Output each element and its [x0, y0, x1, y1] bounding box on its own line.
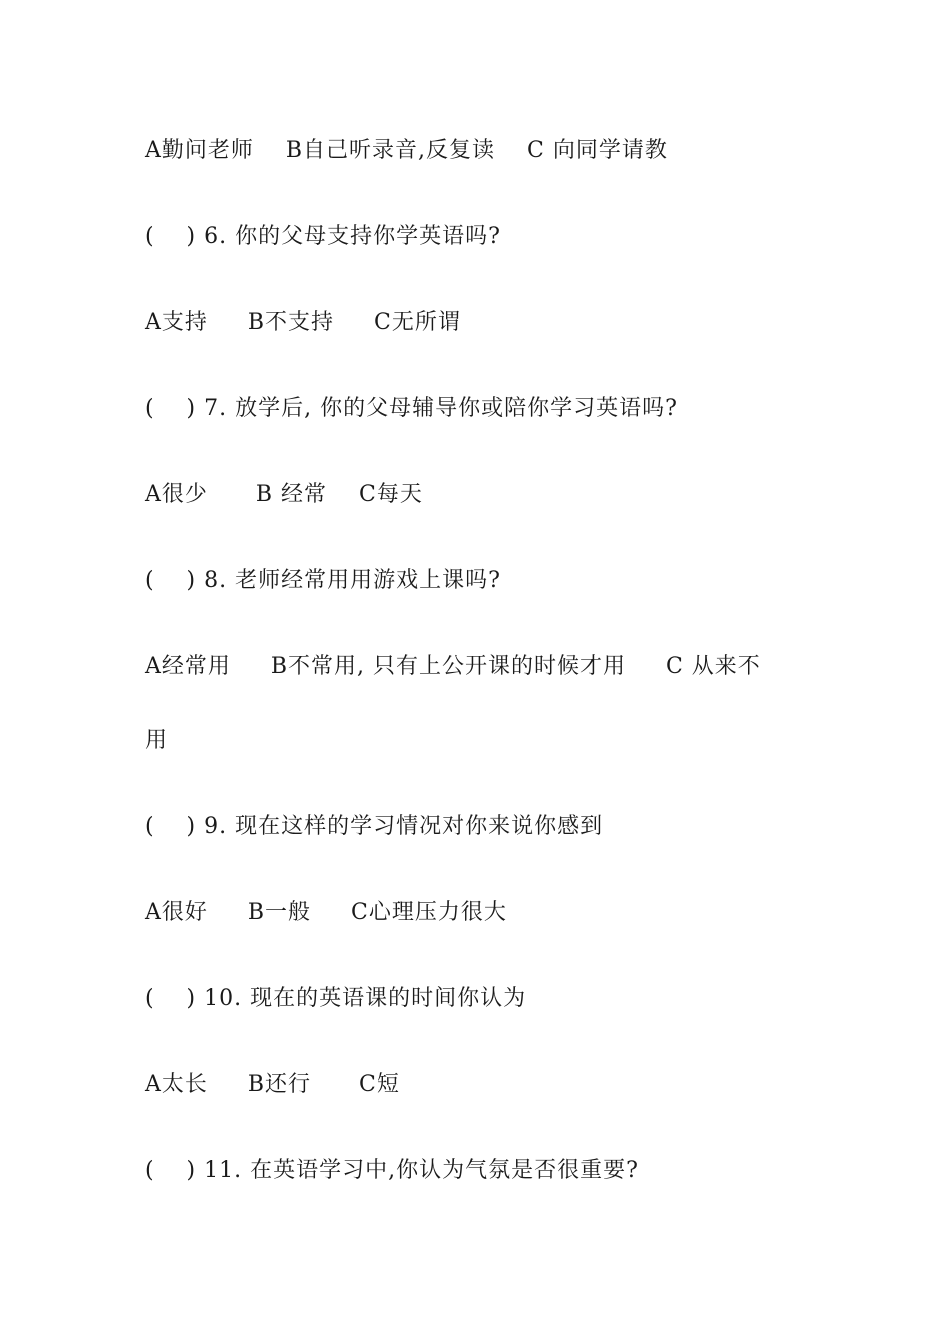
- question-11: ( ) 11. 在英语学习中,你认为气氛是否很重要?: [145, 1158, 639, 1183]
- question-8: ( ) 8. 老师经常用用游戏上课吗?: [145, 568, 501, 593]
- options-q5: A勤问老师 B自己听录音,反复读 C 向同学请教: [145, 138, 668, 163]
- question-6: ( ) 6. 你的父母支持你学英语吗?: [145, 224, 501, 249]
- options-q6: A支持 B不支持 C无所谓: [145, 310, 461, 335]
- options-q7: A很少 B 经常 C每天: [145, 482, 423, 507]
- question-7: ( ) 7. 放学后, 你的父母辅导你或陪你学习英语吗?: [145, 396, 678, 421]
- options-q10: A太长 B还行 C短: [145, 1072, 400, 1097]
- options-q8: A经常用 B不常用, 只有上公开课的时候才用 C 从来不: [145, 654, 761, 679]
- question-9: ( ) 9. 现在这样的学习情况对你来说你感到: [145, 814, 604, 839]
- options-q9: A很好 B一般 C心理压力很大: [145, 900, 507, 925]
- options-q8-continued: 用: [145, 728, 169, 753]
- question-10: ( ) 10. 现在的英语课的时间你认为: [145, 986, 527, 1011]
